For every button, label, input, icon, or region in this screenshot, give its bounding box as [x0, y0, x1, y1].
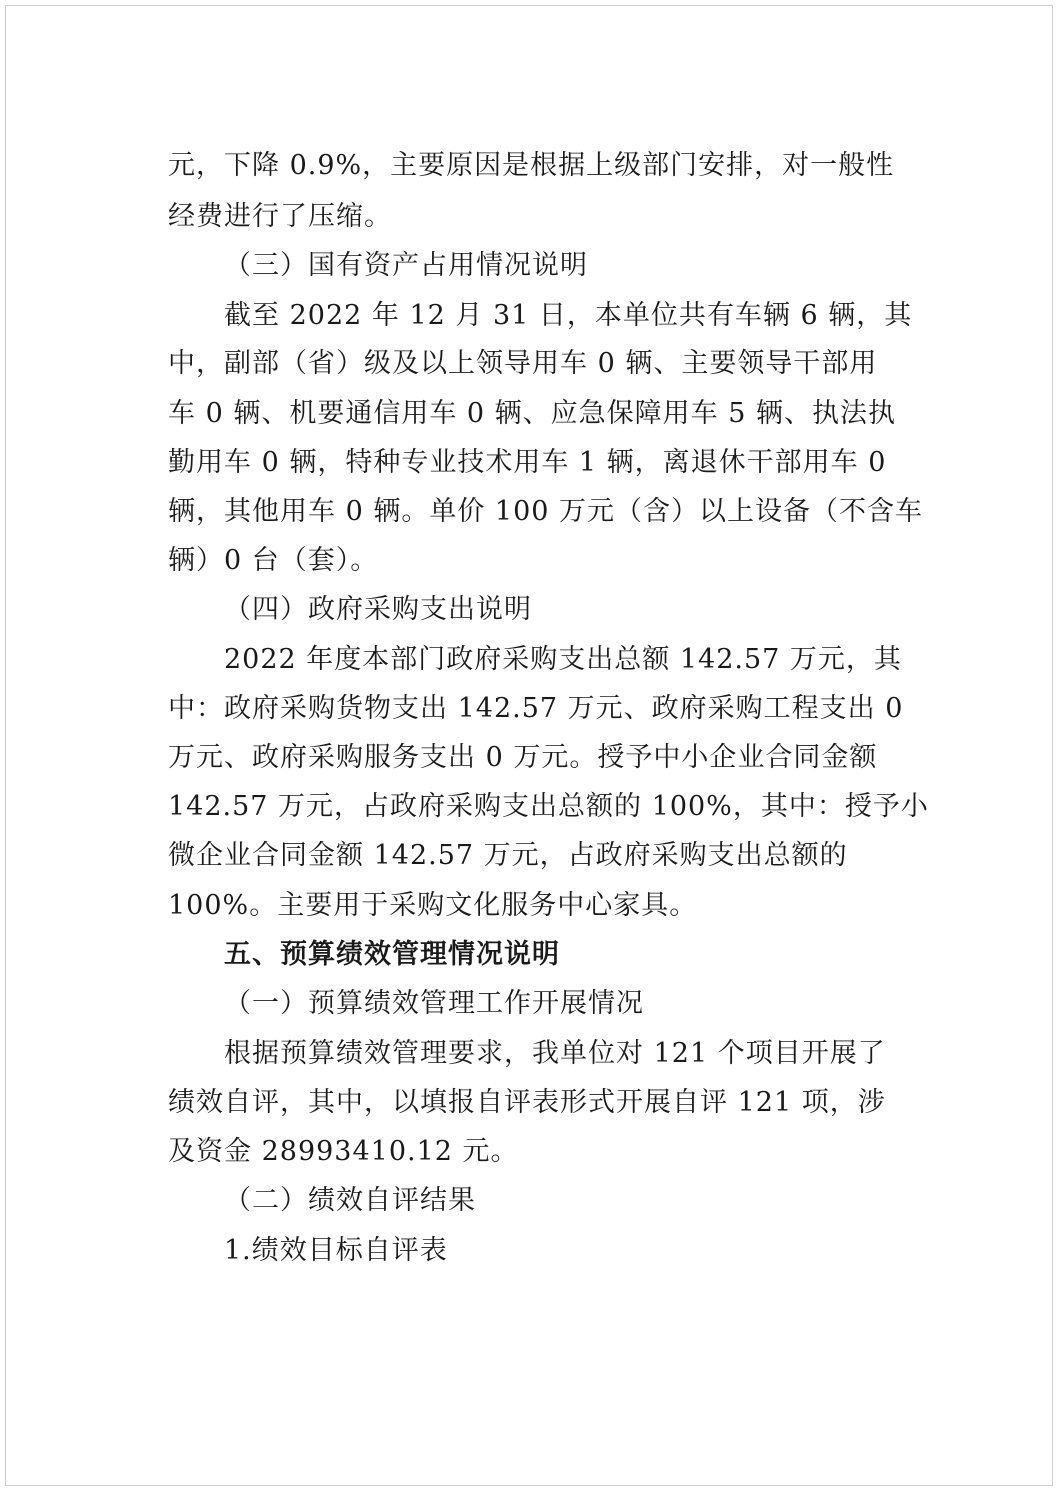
- paragraph-line: 辆，其他用车 0 辆。单价 100 万元（含）以上设备（不含车: [168, 496, 924, 527]
- chapter-heading-performance: 五、预算绩效管理情况说明: [224, 939, 560, 970]
- paragraph-line: 100%。主要用于采购文化服务中心家具。: [168, 890, 698, 921]
- paragraph-line: 截至 2022 年 12 月 31 日，本单位共有车辆 6 辆，其: [224, 300, 913, 331]
- section-heading-procurement: （四）政府采购支出说明: [224, 594, 532, 625]
- paragraph-line: 勤用车 0 辆，特种专业技术用车 1 辆，离退休干部用车 0: [168, 447, 887, 478]
- paragraph-line: 绩效自评，其中，以填报自评表形式开展自评 121 项，涉: [168, 1087, 886, 1118]
- paragraph-line: 中，副部（省）级及以上领导用车 0 辆、主要领导干部用: [168, 348, 878, 379]
- paragraph-line: 万元、政府采购服务支出 0 万元。授予中小企业合同金额: [168, 742, 878, 773]
- paragraph-line: 根据预算绩效管理要求，我单位对 121 个项目开展了: [224, 1038, 886, 1069]
- document-page: [5, 5, 1053, 1486]
- paragraph-line: 微企业合同金额 142.57 万元，占政府采购支出总额的: [168, 840, 848, 871]
- paragraph-line: 中：政府采购货物支出 142.57 万元、政府采购工程支出 0: [168, 693, 904, 724]
- paragraph-line: 及资金 28993410.12 元。: [168, 1136, 519, 1167]
- section-heading-assets: （三）国有资产占用情况说明: [224, 250, 588, 281]
- paragraph-line: 142.57 万元，占政府采购支出总额的 100%，其中：授予小: [168, 791, 929, 822]
- paragraph-line: 辆）0 台（套）。: [168, 545, 379, 576]
- paragraph-line: 元，下降 0.9%，主要原因是根据上级部门安排，对一般性: [168, 150, 895, 181]
- section-heading-performance-work: （一）预算绩效管理工作开展情况: [224, 988, 644, 1019]
- paragraph-line: 2022 年度本部门政府采购支出总额 142.57 万元，其: [224, 644, 902, 675]
- paragraph-line: 经费进行了压缩。: [168, 201, 392, 232]
- section-heading-self-evaluation: （二）绩效自评结果: [224, 1185, 476, 1216]
- paragraph-line: 车 0 辆、机要通信用车 0 辆、应急保障用车 5 辆、执法执: [168, 398, 897, 429]
- subsection-heading-goal-table: 1.绩效目标自评表: [224, 1235, 448, 1266]
